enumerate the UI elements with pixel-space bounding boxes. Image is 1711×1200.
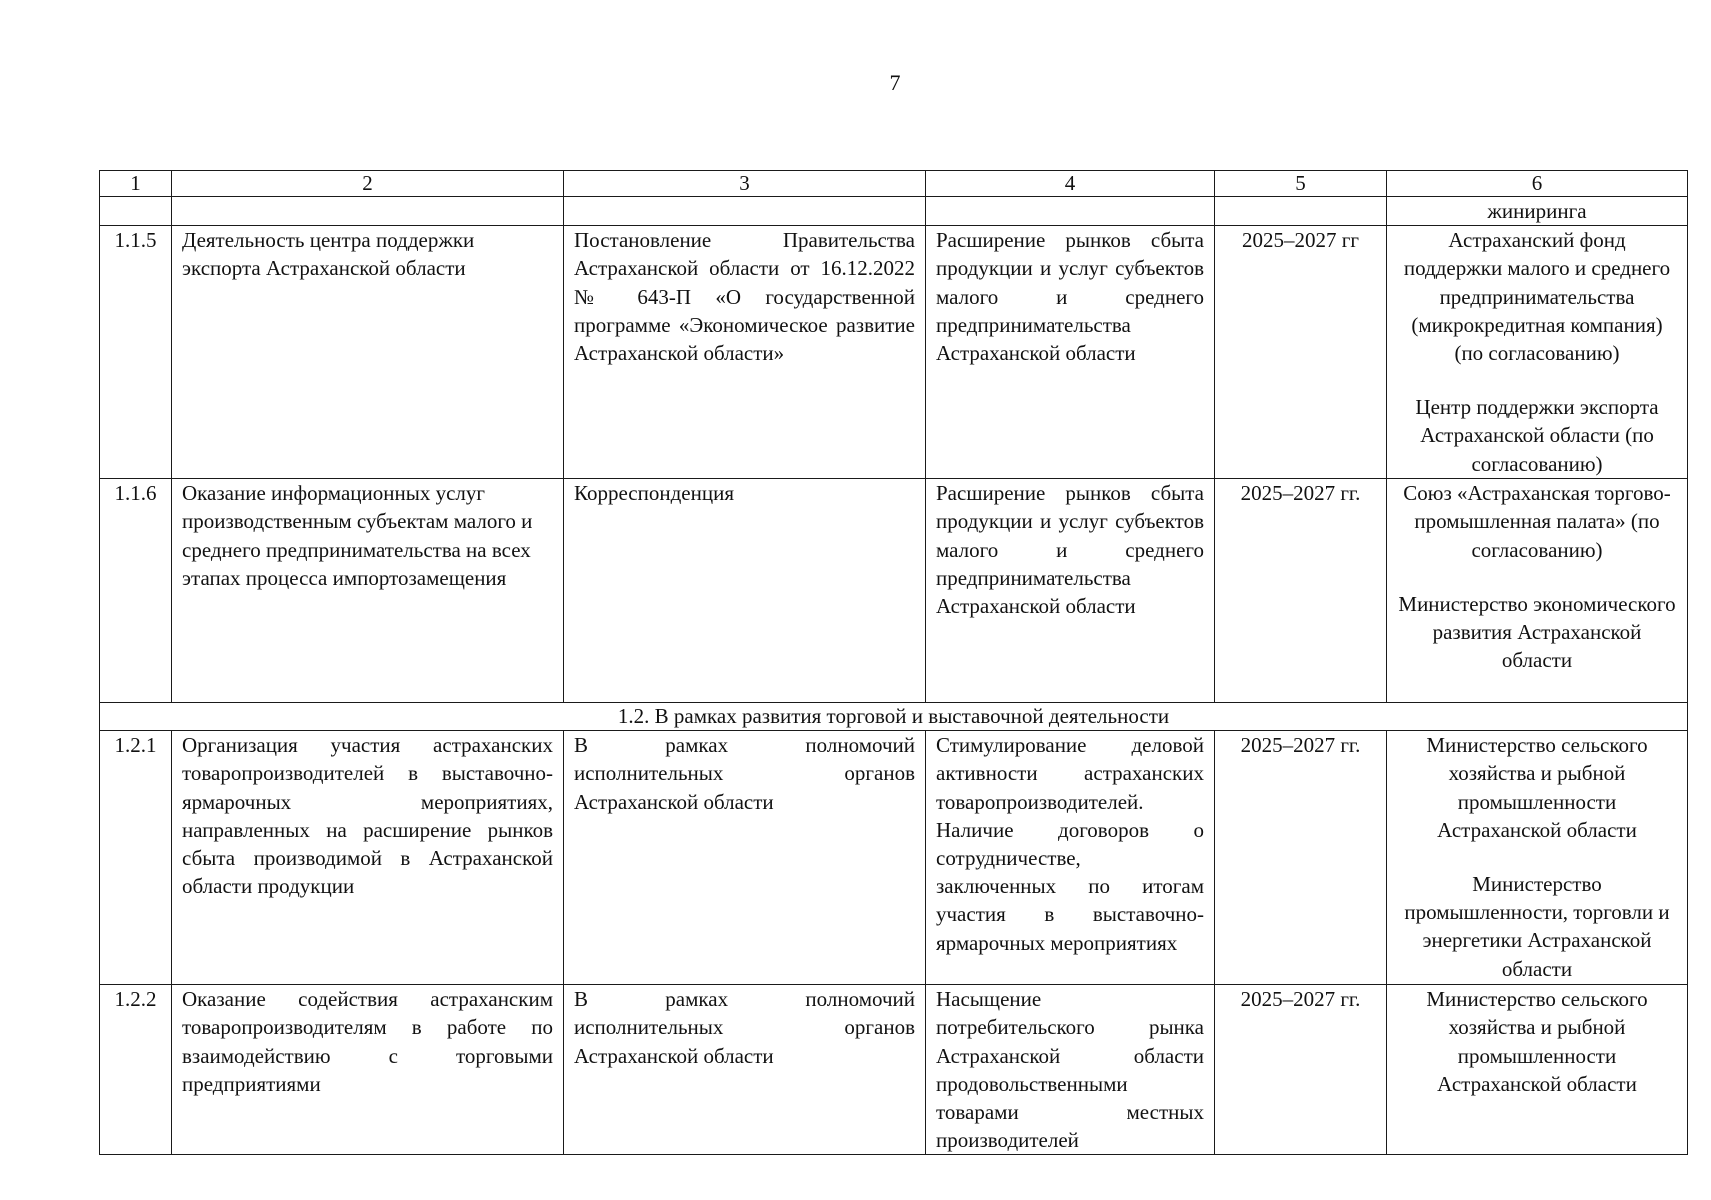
table-row: [100, 226, 1688, 479]
executor: Министерство промышленности, торговли и энергетики Астраханской области: [1404, 872, 1670, 981]
executors-cell: [1387, 731, 1688, 985]
page-number: 7: [889, 70, 901, 95]
executor: Астраханский фонд поддержки малого и среднего предпринимательства (микрокредитная компания) (по согласованию): [1403, 228, 1671, 366]
header-col-5: 5: [1215, 171, 1387, 197]
result-cell: Расширение рынков сбыта продукции и услуг субъектов малого и среднего предпринимательства Астраханской области: [926, 479, 1215, 703]
executor: Министерство сельского хозяйства и рыбной промышленности Астраханской области: [1426, 987, 1648, 1096]
table-row: [100, 985, 1688, 1155]
header-col-2: 2: [172, 171, 564, 197]
executor: Министерство экономического развития Астраханской области: [1398, 591, 1676, 673]
result-cell: Стимулирование деловой активности астраханских товаропроизводителей. Наличие договоров о сотрудничестве, заключенных по итогам участия в выставочно-ярмарочных мероприятиях: [926, 731, 1215, 985]
basis-cell: В рамках полномочий исполнительных органов Астраханской области: [564, 985, 926, 1155]
result-cell: Расширение рынков сбыта продукции и услуг субъектов малого и среднего предпринимательства Астраханской области: [926, 226, 1215, 479]
row-number: 1.1.5: [100, 226, 172, 479]
executors-cell: [1387, 985, 1688, 1155]
executor: Центр поддержки экспорта Астраханской области (по согласованию): [1415, 395, 1659, 476]
row-number: 1.2.1: [100, 731, 172, 985]
period-cell: 2025–2027 гг.: [1215, 479, 1387, 703]
period-cell: 2025–2027 гг: [1215, 226, 1387, 479]
period-cell: 2025–2027 гг.: [1215, 985, 1387, 1155]
table-header-row: [100, 171, 1688, 197]
result-cell: Насыщение потребительского рынка Астраханской области продовольственными товарами местных производителей: [926, 985, 1215, 1155]
continuation-text: жиниринга: [1387, 197, 1688, 226]
row-number: 1.2.2: [100, 985, 172, 1155]
executors-cell: [1387, 226, 1688, 479]
activity-cell: Оказание информационных услуг производственным субъектам малого и среднего предпринимательства на всех этапах процесса импортозамещения: [172, 479, 564, 703]
measures-table: [99, 170, 1688, 1155]
activity-cell: Деятельность центра поддержки экспорта Астраханской области: [172, 226, 564, 479]
period-cell: 2025–2027 гг.: [1215, 731, 1387, 985]
basis-cell: Корреспонденция: [564, 479, 926, 703]
section-row: [100, 703, 1688, 731]
table-row: [100, 479, 1688, 703]
header-col-3: 3: [564, 171, 926, 197]
basis-cell: В рамках полномочий исполнительных органов Астраханской области: [564, 731, 926, 985]
executors-cell: [1387, 479, 1688, 703]
basis-cell: Постановление Правительства Астраханской области от 16.12.2022 № 643-П «О государственной программе «Экономическое развитие Астраханской области»: [564, 226, 926, 479]
activity-cell: Оказание содействия астраханским товаропроизводителям в работе по взаимодействию с торговыми предприятиями: [172, 985, 564, 1155]
section-title: 1.2. В рамках развития торговой и выставочной деятельности: [100, 703, 1688, 731]
executor: Министерство сельского хозяйства и рыбной промышленности Астраханской области: [1426, 733, 1648, 842]
continuation-row: [100, 197, 1688, 226]
executor: Союз «Астраханская торгово-промышленная палата» (по согласованию): [1403, 481, 1671, 562]
activity-cell: Организация участия астраханских товаропроизводителей в выставочно-ярмарочных мероприятиях, направленных на расширение рынков сбыта производимой в Астраханской области продукции: [172, 731, 564, 985]
header-col-1: 1: [100, 171, 172, 197]
row-number: 1.1.6: [100, 479, 172, 703]
header-col-4: 4: [926, 171, 1215, 197]
table-row: [100, 731, 1688, 985]
header-col-6: 6: [1387, 171, 1688, 197]
